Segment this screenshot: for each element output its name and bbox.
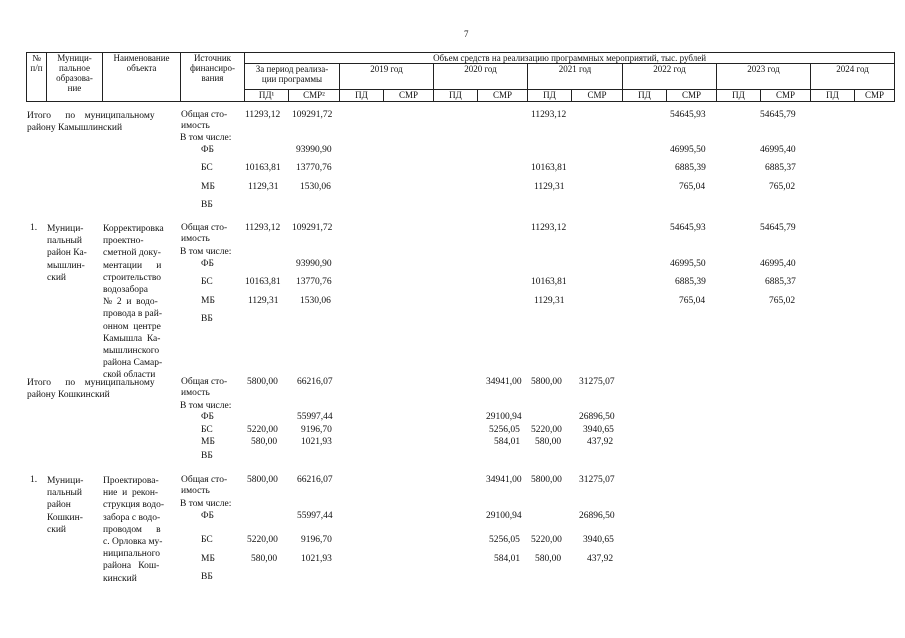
source-bs: БС [201,163,213,173]
header-pd-period: ПД¹ [245,90,289,102]
cell-smr: 109291,72 [292,110,333,120]
header-year-2021: 2021 год [528,64,623,90]
cell-2021-pd: 5800,00 [531,475,562,485]
block-total-label: Итого по муниципальному району Кошкинский [27,378,155,401]
cell-2022-smr: 46995,50 [670,259,706,269]
cell-smr: 109291,72 [292,223,333,233]
header-volume: Объем средств на реализацию программных мероприятий, тыс. рублей [245,53,895,64]
header-pd: ПД [623,90,667,102]
source-total: Общая сто- имость [181,377,228,398]
cell-smr: 13770,76 [296,163,332,173]
cell-2020-smr: 34941,00 [486,377,522,387]
source-incl: В том числе: [180,401,232,411]
cell-2023-smr: 46995,40 [760,259,796,269]
header-smr-period: СМР² [289,90,340,102]
source-fb: ФБ [201,145,214,155]
cell-2021-pd: 5220,00 [531,535,562,545]
cell-2022-smr: 6885,39 [675,163,706,173]
cell-smr: 1021,93 [301,437,332,447]
cell-smr: 1530,06 [300,182,331,192]
source-total: Общая сто- имость [181,475,228,496]
source-total: Общая сто- имость [181,223,228,244]
cell-2022-smr: 6885,39 [675,277,706,287]
source-mb: МБ [201,554,215,564]
cell-2021-pd: 580,00 [535,554,562,564]
source-mb: МБ [201,296,215,306]
cell-2023-smr: 765,02 [769,296,796,306]
cell-2021-smr: 26896,50 [579,511,615,521]
cell-pd: 11293,12 [245,110,281,120]
header-smr: СМР [761,90,811,102]
cell-2023-smr: 54645,79 [760,110,796,120]
cell-2022-smr: 765,04 [679,182,706,192]
header-smr: СМР [572,90,623,102]
row-number: 1. [30,475,38,485]
object-name: Проектирова- ние и рекон- струкция водо- забора с водо- проводом в с. Орловка му- ниципального района Кош- кинский [103,476,165,584]
cell-smr: 9196,70 [301,535,332,545]
header-year-2020: 2020 год [434,64,528,90]
header-pd: ПД [528,90,572,102]
cell-2020-smr: 584,01 [494,437,521,447]
cell-2021-smr: 437,92 [587,554,614,564]
source-incl: В том числе: [180,247,232,257]
block-total-label: Итого по муниципальному району Камышлинский [27,111,155,134]
cell-2023-smr: 46995,40 [760,145,796,155]
cell-2021-smr: 26896,50 [579,412,615,422]
cell-2022-smr: 46995,50 [670,145,706,155]
header-pd: ПД [340,90,384,102]
cell-smr: 66216,07 [297,475,333,485]
cell-2021-pd: 10163,81 [531,163,567,173]
cell-2021-pd: 11293,12 [531,223,567,233]
source-fb: ФБ [201,511,214,521]
cell-2021-pd: 10163,81 [531,277,567,287]
row-number: 1. [30,223,38,233]
cell-pd: 5800,00 [247,377,278,387]
cell-pd: 5220,00 [247,535,278,545]
cell-2020-smr: 5256,05 [489,425,520,435]
source-total: Общая сто- имость [181,110,228,131]
cell-2020-smr: 29100,94 [486,511,522,521]
cell-pd: 580,00 [251,554,278,564]
cell-smr: 55997,44 [297,412,333,422]
cell-2023-smr: 765,02 [769,182,796,192]
header-object-name: Наименование объекта [103,53,181,102]
cell-2023-smr: 6885,37 [765,163,796,173]
table-header [26,52,895,102]
cell-2021-pd: 1129,31 [534,296,565,306]
source-mb: МБ [201,182,215,192]
cell-2023-smr: 54645,79 [760,223,796,233]
cell-pd: 1129,31 [248,182,279,192]
cell-pd: 10163,81 [245,163,281,173]
cell-2023-smr: 6885,37 [765,277,796,287]
header-pd: ПД [811,90,855,102]
cell-2021-smr: 3940,65 [583,425,614,435]
source-vb: ВБ [201,451,213,461]
source-bs: БС [201,535,213,545]
cell-2021-pd: 5800,00 [531,377,562,387]
cell-smr: 1021,93 [301,554,332,564]
cell-2022-smr: 765,04 [679,296,706,306]
source-bs: БС [201,425,213,435]
cell-2020-smr: 5256,05 [489,535,520,545]
header-municipality: Муници- пальное образова- ние [47,53,103,102]
source-incl: В том числе: [180,499,232,509]
source-vb: ВБ [201,572,213,582]
cell-smr: 93990,90 [296,259,332,269]
header-source: Источник финансиро- вания [181,53,245,102]
cell-2021-pd: 580,00 [535,437,562,447]
municipality-name: Муници- пальный район Кошкин- ский [47,476,84,535]
cell-smr: 66216,07 [297,377,333,387]
cell-smr: 93990,90 [296,145,332,155]
header-year-2023: 2023 год [717,64,811,90]
header-pd: ПД [717,90,761,102]
cell-pd: 5220,00 [247,425,278,435]
cell-2020-smr: 584,01 [494,554,521,564]
cell-pd: 11293,12 [245,223,281,233]
source-vb: ВБ [201,200,213,210]
cell-smr: 55997,44 [297,511,333,521]
header-num: № п/п [27,53,47,102]
cell-2021-smr: 437,92 [587,437,614,447]
header-smr: СМР [855,90,895,102]
source-incl: В том числе: [180,133,232,143]
cell-2021-pd: 11293,12 [531,110,567,120]
cell-2022-smr: 54645,93 [670,110,706,120]
cell-pd: 1129,31 [248,296,279,306]
header-year-2019: 2019 год [340,64,434,90]
source-vb: ВБ [201,314,213,324]
source-mb: МБ [201,437,215,447]
header-pd: ПД [434,90,478,102]
cell-2021-smr: 31275,07 [579,475,615,485]
cell-2021-pd: 1129,31 [534,182,565,192]
cell-2021-smr: 3940,65 [583,535,614,545]
cell-pd: 5800,00 [247,475,278,485]
source-bs: БС [201,277,213,287]
cell-2021-pd: 5220,00 [531,425,562,435]
header-smr: СМР [384,90,434,102]
cell-smr: 1530,06 [300,296,331,306]
source-fb: ФБ [201,412,214,422]
header-year-2022: 2022 год [623,64,717,90]
cell-2020-smr: 29100,94 [486,412,522,422]
cell-2021-smr: 31275,07 [579,377,615,387]
source-fb: ФБ [201,259,214,269]
cell-smr: 9196,70 [301,425,332,435]
cell-smr: 13770,76 [296,277,332,287]
cell-2020-smr: 34941,00 [486,475,522,485]
page-number: 7 [464,29,469,39]
header-year-2024: 2024 год [811,64,895,90]
header-period: За период реализа- ции программы [245,64,340,90]
municipality-name: Муници- пальный район Ка- мышлин- ский [47,224,87,283]
cell-2022-smr: 54645,93 [670,223,706,233]
header-smr: СМР [667,90,717,102]
header-smr: СМР [478,90,528,102]
cell-pd: 580,00 [251,437,278,447]
object-name: Корректировка проектно- сметной доку- ментации и строительство водозабора № 2 и водо- провода в рай- онном центре Камышла Ка- мышлинского района Самар- ской области [103,224,164,381]
cell-pd: 10163,81 [245,277,281,287]
